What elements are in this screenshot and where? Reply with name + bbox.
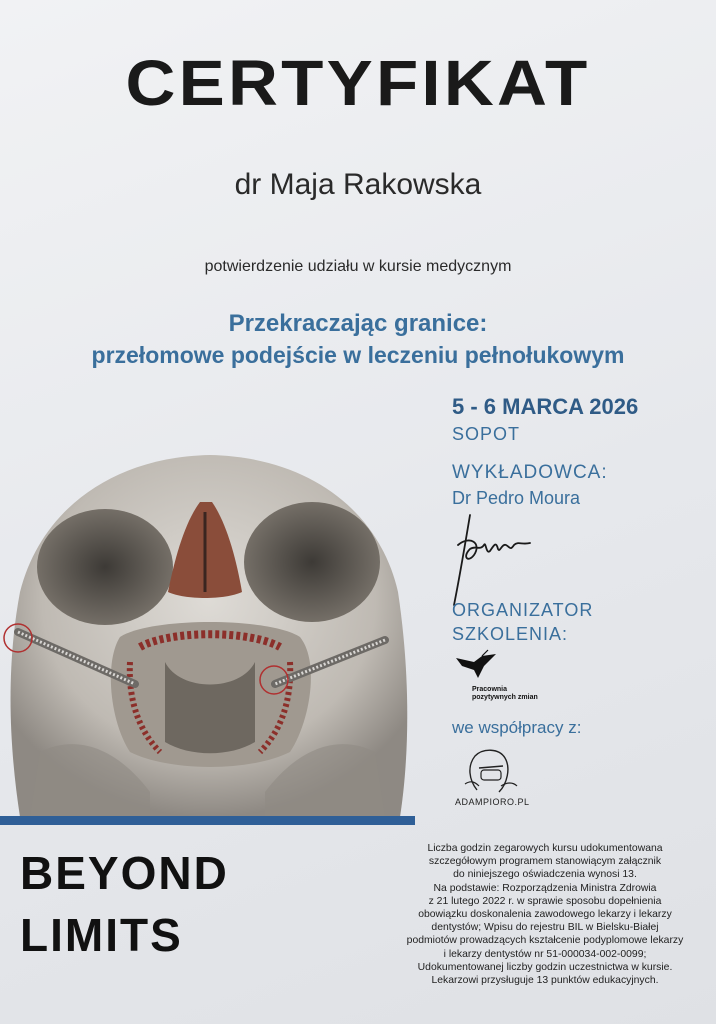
hummingbird-logo-icon: [452, 648, 522, 714]
note-line: szczegółowym programem stanowiącym załącznik: [428, 856, 662, 868]
note-line: i lekarzy dentystów nr 51-000034-002-0099;: [443, 948, 647, 960]
course-date: 5 - 6 MARCA 2026: [452, 394, 639, 419]
signature-icon: [440, 505, 550, 615]
slogan-line-1: BEYOND: [20, 847, 229, 899]
lecturer-name: Dr Pedro Moura: [452, 488, 581, 508]
slogan-line-2: LIMITS: [20, 909, 183, 961]
note-line: obowiązku doskonalenia zawodowego lekarzy i lekarzy: [418, 909, 672, 921]
lecturer-heading: WYKŁADOWCA:: [452, 462, 608, 483]
legal-note: [390, 842, 700, 987]
note-line: podmiotów prowadzących kształcenie podyplomowe lekarzy: [406, 935, 684, 947]
blue-divider-bar: [0, 816, 415, 825]
note-line: z 21 lutego 2022 r. w sprawie sposobu dopełnienia: [428, 895, 662, 907]
cooperation-label: we współpracy z:: [452, 718, 582, 737]
recipient-name: dr Maja Rakowska: [234, 168, 482, 201]
face-sketch-logo-icon: [455, 744, 525, 798]
partner-logo-text: ADAMPIORO.PL: [455, 797, 530, 807]
note-line: do niniejszego oświadczenia wynosi 13.: [453, 869, 637, 881]
skull-implants-image: [0, 452, 415, 817]
organizer-logo-text: Pracownia pozytywnych zmian: [472, 686, 538, 701]
confirmation-text: potwierdzenie udziału w kursie medycznym: [204, 258, 512, 275]
note-line: Liczba godzin zegarowych kursu udokumentowana: [427, 843, 663, 854]
note-line: Na podstawie: Rozporządzenia Ministra Zdrowia: [433, 882, 657, 894]
course-title-line-1: Przekraczając granice:: [228, 310, 488, 337]
organizer-heading-line-2: SZKOLENIA:: [452, 624, 569, 644]
certificate-title: CERTYFIKAT: [125, 47, 591, 119]
organizer-heading-line-1: ORGANIZATOR: [452, 600, 594, 620]
course-title-line-2: przełomowe podejście w leczeniu pełnołukowym: [91, 342, 625, 368]
note-line: Lekarzowi przysługuje 13 punktów edukacyjnych.: [431, 975, 659, 987]
course-city: SOPOT: [452, 424, 521, 444]
note-line: dentystów; Wpisu do rejestru BIL w Bielsku-Białej: [431, 922, 659, 934]
note-line: Udokumentowanej liczby godzin uczestnictwa w kursie.: [417, 961, 673, 973]
